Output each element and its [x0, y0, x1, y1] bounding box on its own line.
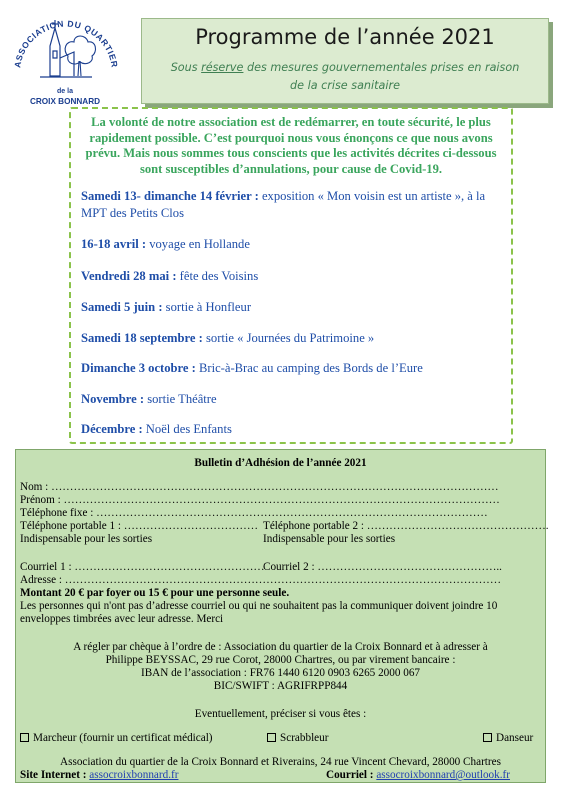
program-box: [69, 107, 513, 444]
site-internet: Site Internet : assocroixbonnard.fr: [20, 769, 179, 781]
indispensable-note-1: Indispensable pour les sorties: [20, 533, 153, 545]
tel-portable-2-field[interactable]: Téléphone portable 2 : ………………………………………….: [263, 520, 549, 532]
adresse-field[interactable]: Adresse : ………………………………………………………………………………………………………: [20, 574, 502, 586]
tel-fixe-field[interactable]: Téléphone fixe : ……………………………………………………………………………………………: [20, 507, 488, 519]
event-item: Samedi 13- dimanche 14 février : exposition « Mon voisin est un artiste », à la MPT des Petits Clos: [81, 189, 486, 220]
payment-line-1: A régler par chèque à l’ordre de : Association du quartier de la Croix Bonnard et à adresser à: [73, 641, 488, 653]
courriel-2-field[interactable]: Courriel 2 : …………………………………………..: [263, 561, 502, 573]
checkbox-icon[interactable]: [267, 733, 276, 742]
event-item: Samedi 18 septembre : sortie « Journées du Patrimoine »: [81, 331, 375, 345]
event-item: Samedi 5 juin : sortie à Honfleur: [81, 300, 252, 314]
event-item: 16-18 avril : voyage en Hollande: [81, 237, 250, 251]
banner-subtitle: Sous réserve des mesures gouvernementales prises en raison de la crise sanitaire: [170, 61, 520, 92]
montant-text: Montant 20 € par foyer ou 15 € pour une personne seule.: [20, 587, 290, 599]
header-banner: [141, 18, 549, 104]
intro-paragraph: La volonté de notre association est de redémarrer, en toute sécurité, le plus rapidement possible. C’est pourquoi nous vous énonçons ce que nous avons prévu. Mais nous sommes tous conscients que les activités décrites ci-dessous sont susceptibles d’annulations, pour cause de Covid-19.: [85, 115, 497, 176]
checkbox-icon[interactable]: [483, 733, 492, 742]
association-address: Association du quartier de la Croix Bonnard et Riverains, 24 rue Vincent Chevard, 28000 Chartres: [60, 756, 501, 768]
site-link[interactable]: assocroixbonnard.fr: [89, 769, 179, 781]
page-title: Programme de l’année 2021: [195, 25, 495, 49]
eventuellement-text: Eventuellement, préciser si vous êtes :: [194, 708, 367, 720]
logo-text-croix-bonnard: CROIX BONNARD: [29, 97, 101, 106]
indispensable-note-2: Indispensable pour les sorties: [263, 533, 396, 545]
payment-line-2: Philippe BEYSSAC, 29 rue Corot, 28000 Chartres, ou par virement bancaire :: [105, 654, 456, 666]
event-item: Vendredi 28 mai : fête des Voisins: [81, 269, 259, 283]
prenom-field[interactable]: Prénom : ………………………………………………………………………………………………………: [20, 494, 500, 506]
tree-icon: [65, 36, 95, 76]
membership-form: [15, 449, 549, 783]
iban-line: IBAN de l’association : FR76 1440 6120 0903 6265 2000 067: [140, 667, 421, 679]
option-marcheur[interactable]: Marcheur (fournir un certificat médical): [20, 732, 213, 745]
form-title: Bulletin d’Adhésion de l’année 2021: [194, 457, 367, 469]
nom-field[interactable]: Nom : …………………………………………………………………………………………………………: [20, 481, 499, 493]
note-line-1: Les personnes qui n'ont pas d’adresse courriel ou qui ne souhaitent pas la communiquer doivent joindre 10: [20, 600, 498, 612]
courriel-contact: Courriel : assocroixbonnard@outlook.fr: [326, 769, 510, 781]
event-item: Novembre : sortie Théâtre: [81, 392, 217, 406]
note-line-2: enveloppes timbrées avec leur adresse. Merci: [20, 613, 224, 625]
event-item: Décembre : Noël des Enfants: [81, 422, 232, 436]
tel-portable-1-field[interactable]: Téléphone portable 1 : ………………………………: [20, 520, 259, 532]
association-logo: [8, 6, 123, 111]
checkbox-icon[interactable]: [20, 733, 29, 742]
bic-line: BIC/SWIFT : AGRIFRPP844: [213, 680, 348, 692]
svg-text:ASSOCIATION DU QUARTIER: [12, 19, 120, 69]
courriel-1-field[interactable]: Courriel 1 : ……………………………………………: [20, 561, 265, 573]
option-scrabbleur[interactable]: Scrabbleur: [267, 732, 328, 745]
option-danseur[interactable]: Danseur: [483, 732, 533, 745]
event-item: Dimanche 3 octobre : Bric-à-Brac au camping des Bords de l’Eure: [81, 361, 423, 375]
email-link[interactable]: assocroixbonnard@outlook.fr: [376, 769, 510, 781]
logo-arc-text: ASSOCIATION DU QUARTIER: [12, 18, 120, 69]
logo-text-de-la: de la: [57, 88, 73, 95]
